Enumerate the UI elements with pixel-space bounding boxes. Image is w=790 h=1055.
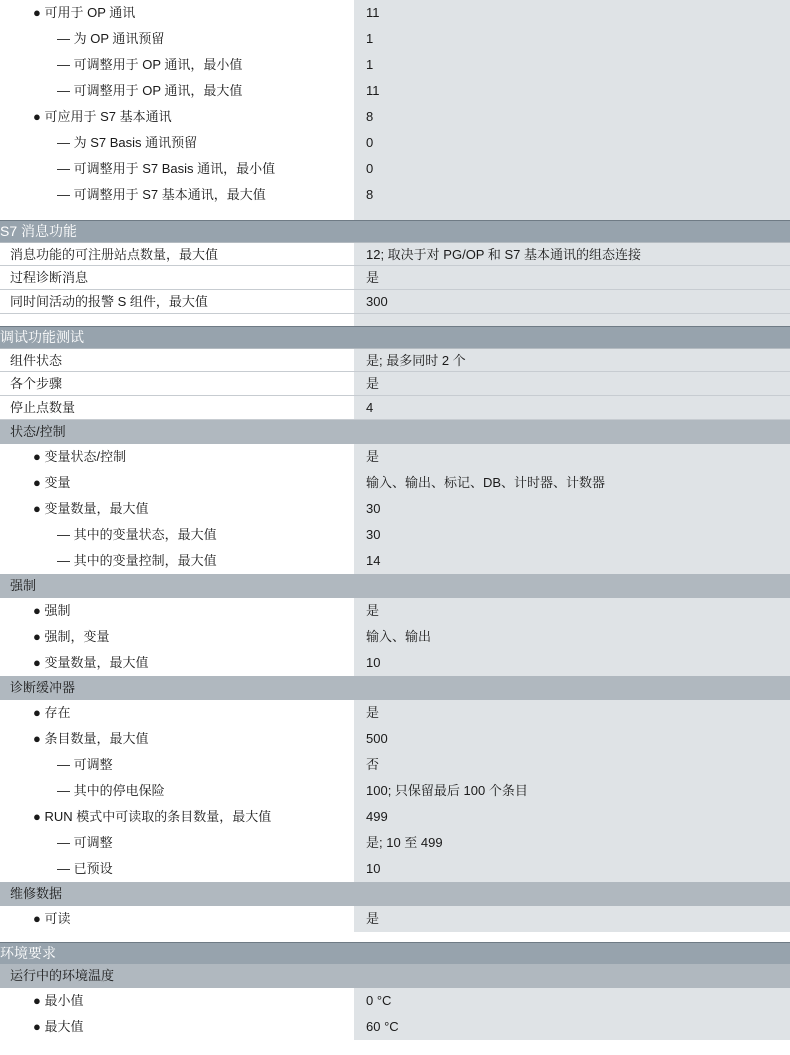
spec-row bbox=[0, 1014, 790, 1040]
section-header bbox=[0, 326, 790, 348]
spec-value: 输入、输出 bbox=[354, 624, 790, 650]
gap-left bbox=[0, 932, 354, 942]
spec-value: 是 bbox=[354, 700, 790, 726]
spec-label: — 其中的变量控制，最大值 bbox=[57, 553, 217, 568]
spec-row bbox=[0, 548, 790, 574]
spacer-left bbox=[0, 208, 354, 220]
spec-row bbox=[0, 266, 790, 290]
spec-value: 1 bbox=[354, 26, 790, 52]
spec-value: 300 bbox=[354, 290, 790, 313]
spec-row bbox=[0, 372, 790, 396]
spec-row bbox=[0, 624, 790, 650]
spec-value: 是 bbox=[354, 906, 790, 932]
gap-right bbox=[354, 932, 790, 942]
spacer-right bbox=[354, 314, 790, 326]
section-title: 调试功能测试 bbox=[0, 329, 84, 345]
spec-value: 是 bbox=[354, 266, 790, 289]
subsection-title: 运行中的环境温度 bbox=[10, 968, 115, 983]
spec-value: 是; 10 至 499 bbox=[354, 830, 790, 856]
spec-row bbox=[0, 778, 790, 804]
spec-value: 输入、输出、标记、DB、计时器、计数器 bbox=[354, 470, 790, 496]
spec-label: 同时间活动的报警 S 组件，最大值 bbox=[10, 294, 208, 309]
spec-label: — 可调整用于 OP 通讯，最小值 bbox=[57, 57, 243, 72]
spec-label: — 已预设 bbox=[57, 861, 113, 876]
spec-label: ● RUN 模式中可读取的条目数量，最大值 bbox=[33, 809, 272, 824]
subsection-header bbox=[0, 964, 790, 988]
spec-label: — 其中的变量状态，最大值 bbox=[57, 527, 217, 542]
spec-value: 499 bbox=[354, 804, 790, 830]
spec-label: ● 条目数量，最大值 bbox=[33, 731, 149, 746]
subsection-title: 维修数据 bbox=[10, 886, 63, 901]
spec-value: 8 bbox=[354, 182, 790, 208]
spec-label: ● 可用于 OP 通讯 bbox=[33, 5, 136, 20]
spec-value: 100; 只保留最后 100 个条目 bbox=[354, 778, 790, 804]
spec-label: ● 强制 bbox=[33, 603, 71, 618]
row-spacer bbox=[0, 314, 790, 326]
spec-label: — 可调整 bbox=[57, 835, 113, 850]
subsection-title: 强制 bbox=[10, 578, 37, 593]
spec-value: 是 bbox=[354, 372, 790, 395]
spec-label: — 可调整用于 OP 通讯，最大值 bbox=[57, 83, 243, 98]
subsection-header bbox=[0, 882, 790, 906]
section-title: S7 消息功能 bbox=[0, 223, 78, 239]
spec-label: 停止点数量 bbox=[10, 400, 76, 415]
spec-row bbox=[0, 0, 790, 26]
spec-label: — 可调整 bbox=[57, 757, 113, 772]
spec-row bbox=[0, 52, 790, 78]
spec-row bbox=[0, 598, 790, 624]
spec-row bbox=[0, 78, 790, 104]
spec-value: 0 °C bbox=[354, 988, 790, 1014]
spec-row bbox=[0, 348, 790, 372]
spec-value: 10 bbox=[354, 856, 790, 882]
spec-value: 12; 取决于对 PG/OP 和 S7 基本通讯的组态连接 bbox=[354, 243, 790, 265]
spec-row bbox=[0, 752, 790, 778]
spec-label: ● 最小值 bbox=[33, 993, 84, 1008]
spec-row bbox=[0, 182, 790, 208]
spec-row bbox=[0, 470, 790, 496]
spec-value: 10 bbox=[354, 650, 790, 676]
spec-value: 是 bbox=[354, 444, 790, 470]
subsection-title: 诊断缓冲器 bbox=[10, 680, 76, 695]
spacer-right bbox=[354, 208, 790, 220]
spec-value: 11 bbox=[354, 78, 790, 104]
spec-row bbox=[0, 906, 790, 932]
spec-row bbox=[0, 856, 790, 882]
spec-label: ● 变量数量，最大值 bbox=[33, 501, 149, 516]
spec-value: 30 bbox=[354, 496, 790, 522]
spec-row bbox=[0, 726, 790, 752]
spec-label: ● 变量 bbox=[33, 475, 71, 490]
spec-label: 各个步骤 bbox=[10, 376, 63, 391]
spec-value: 11 bbox=[354, 0, 790, 26]
spec-value: 500 bbox=[354, 726, 790, 752]
spec-label: — 可调整用于 S7 基本通讯，最大值 bbox=[57, 187, 266, 202]
spec-label: ● 可应用于 S7 基本通讯 bbox=[33, 109, 172, 124]
section-header bbox=[0, 942, 790, 964]
spec-label: — 为 S7 Basis 通讯预留 bbox=[57, 135, 198, 150]
spec-row bbox=[0, 522, 790, 548]
spec-row bbox=[0, 156, 790, 182]
subsection-header bbox=[0, 420, 790, 444]
spec-row bbox=[0, 290, 790, 314]
spec-label: — 其中的停电保险 bbox=[57, 783, 165, 798]
spec-row bbox=[0, 26, 790, 52]
spec-label: 组件状态 bbox=[10, 353, 63, 368]
spacer-left bbox=[0, 314, 354, 326]
spec-value: 60 °C bbox=[354, 1014, 790, 1040]
spec-value: 否 bbox=[354, 752, 790, 778]
spec-label: — 可调整用于 S7 Basis 通讯，最小值 bbox=[57, 161, 276, 176]
row-spacer bbox=[0, 208, 790, 220]
subsection-title: 状态/控制 bbox=[10, 424, 66, 439]
spec-value: 4 bbox=[354, 396, 790, 419]
subsection-header bbox=[0, 574, 790, 598]
spec-row bbox=[0, 130, 790, 156]
spec-row bbox=[0, 496, 790, 522]
spec-value: 0 bbox=[354, 130, 790, 156]
spec-row bbox=[0, 444, 790, 470]
spec-value: 0 bbox=[354, 156, 790, 182]
spec-row bbox=[0, 104, 790, 130]
spec-value: 是 bbox=[354, 598, 790, 624]
spec-value: 8 bbox=[354, 104, 790, 130]
spec-row bbox=[0, 804, 790, 830]
section-header bbox=[0, 220, 790, 242]
spec-label: 过程诊断消息 bbox=[10, 270, 89, 285]
spec-label: ● 变量状态/控制 bbox=[33, 449, 127, 464]
spec-label: ● 最大值 bbox=[33, 1019, 84, 1034]
spec-row bbox=[0, 830, 790, 856]
spec-label: — 为 OP 通讯预留 bbox=[57, 31, 165, 46]
spec-label: ● 强制，变量 bbox=[33, 629, 110, 644]
spec-value: 14 bbox=[354, 548, 790, 574]
section-gap bbox=[0, 932, 790, 942]
spec-label: ● 变量数量，最大值 bbox=[33, 655, 149, 670]
spec-label: ● 存在 bbox=[33, 705, 71, 720]
spec-row bbox=[0, 650, 790, 676]
spec-value: 是; 最多同时 2 个 bbox=[354, 349, 790, 371]
spec-row bbox=[0, 988, 790, 1014]
spec-row bbox=[0, 700, 790, 726]
spec-value: 1 bbox=[354, 52, 790, 78]
spec-row bbox=[0, 242, 790, 266]
spec-label: 消息功能的可注册站点数量，最大值 bbox=[10, 247, 219, 262]
subsection-header bbox=[0, 676, 790, 700]
spec-value: 30 bbox=[354, 522, 790, 548]
section-title: 环境要求 bbox=[0, 945, 56, 961]
spec-row bbox=[0, 396, 790, 420]
spec-label: ● 可读 bbox=[33, 911, 71, 926]
